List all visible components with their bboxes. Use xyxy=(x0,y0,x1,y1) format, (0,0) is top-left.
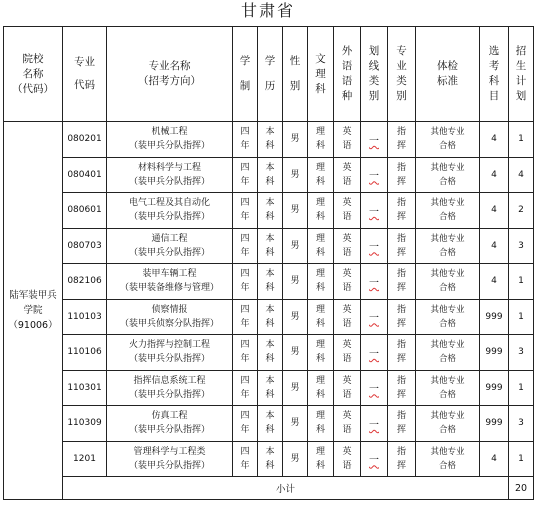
line-type-cell: 一 xyxy=(361,370,388,406)
exam-subject-cell: 4 xyxy=(480,122,509,158)
major-type-cell: 指挥 xyxy=(388,264,416,300)
language-cell: 英语 xyxy=(334,441,361,477)
page-title: 甘肃省 xyxy=(240,1,295,20)
major-type-cell: 指挥 xyxy=(388,157,416,193)
table-row xyxy=(4,370,534,406)
language-cell: 英语 xyxy=(334,264,361,300)
major-name-cell: 电气工程及其自动化 （装甲兵分队指挥） xyxy=(107,193,233,229)
major-code-cell: 1201 xyxy=(63,441,107,477)
degree-cell: 本科 xyxy=(258,157,283,193)
physical-standard-cell: 其他专业 合格 xyxy=(416,299,480,335)
gender-cell: 男 xyxy=(283,406,308,442)
quota-cell: 3 xyxy=(509,335,534,371)
line-type-cell: 一 xyxy=(361,406,388,442)
header-quota: 招 生 计 划 xyxy=(509,27,534,122)
table-header xyxy=(4,27,534,122)
major-type-cell: 指挥 xyxy=(388,228,416,264)
system-cell: 四年 xyxy=(233,228,258,264)
major-name-cell: 管理科学与工程类 （装甲兵分队指挥） xyxy=(107,441,233,477)
exam-subject-cell: 999 xyxy=(480,299,509,335)
track-cell: 理科 xyxy=(308,370,334,406)
track-cell: 理科 xyxy=(308,228,334,264)
degree-cell: 本科 xyxy=(258,122,283,158)
major-type-cell: 指挥 xyxy=(388,193,416,229)
quota-cell: 1 xyxy=(509,264,534,300)
major-code-cell: 110301 xyxy=(63,370,107,406)
system-cell: 四年 xyxy=(233,264,258,300)
gender-cell: 男 xyxy=(283,228,308,264)
table-row xyxy=(4,299,534,335)
major-type-cell: 指挥 xyxy=(388,335,416,371)
major-name-cell: 通信工程 （装甲兵分队指挥） xyxy=(107,228,233,264)
major-type-cell: 指挥 xyxy=(388,299,416,335)
degree-cell: 本科 xyxy=(258,193,283,229)
header-school: 院校 名称 （代码） xyxy=(4,27,63,122)
quota-cell: 1 xyxy=(509,122,534,158)
header-language: 外 语 语 种 xyxy=(334,27,361,122)
table-row xyxy=(4,122,534,158)
major-name-cell: 侦察情报 （装甲兵侦察分队指挥） xyxy=(107,299,233,335)
table-body xyxy=(4,122,534,500)
major-name-cell: 指挥信息系统工程 （装甲兵分队指挥） xyxy=(107,370,233,406)
physical-standard-cell: 其他专业 合格 xyxy=(416,370,480,406)
quota-cell: 1 xyxy=(509,370,534,406)
major-code-cell: 080703 xyxy=(63,228,107,264)
physical-standard-cell: 其他专业 合格 xyxy=(416,335,480,371)
degree-cell: 本科 xyxy=(258,441,283,477)
gender-cell: 男 xyxy=(283,335,308,371)
line-type-cell: 一 xyxy=(361,441,388,477)
track-cell: 理科 xyxy=(308,335,334,371)
language-cell: 英语 xyxy=(334,157,361,193)
degree-cell: 本科 xyxy=(258,264,283,300)
quota-cell: 2 xyxy=(509,193,534,229)
physical-standard-cell: 其他专业 合格 xyxy=(416,406,480,442)
physical-standard-cell: 其他专业 合格 xyxy=(416,193,480,229)
subtotal-row xyxy=(4,477,534,500)
physical-standard-cell: 其他专业 合格 xyxy=(416,264,480,300)
language-cell: 英语 xyxy=(334,228,361,264)
major-name-cell: 机械工程 （装甲兵分队指挥） xyxy=(107,122,233,158)
language-cell: 英语 xyxy=(334,122,361,158)
exam-subject-cell: 999 xyxy=(480,335,509,371)
degree-cell: 本科 xyxy=(258,299,283,335)
degree-cell: 本科 xyxy=(258,335,283,371)
system-cell: 四年 xyxy=(233,335,258,371)
table-row xyxy=(4,406,534,442)
header-major-type: 专 业 类 别 xyxy=(388,27,416,122)
major-name-cell: 火力指挥与控制工程 （装甲兵分队指挥） xyxy=(107,335,233,371)
quota-cell: 4 xyxy=(509,157,534,193)
physical-standard-cell: 其他专业 合格 xyxy=(416,122,480,158)
exam-subject-cell: 4 xyxy=(480,193,509,229)
physical-standard-cell: 其他专业 合格 xyxy=(416,157,480,193)
major-code-cell: 080601 xyxy=(63,193,107,229)
line-type-cell: 一 xyxy=(361,193,388,229)
track-cell: 理科 xyxy=(308,122,334,158)
exam-subject-cell: 4 xyxy=(480,228,509,264)
track-cell: 理科 xyxy=(308,441,334,477)
admission-plan-table xyxy=(3,26,534,500)
exam-subject-cell: 4 xyxy=(480,264,509,300)
track-cell: 理科 xyxy=(308,193,334,229)
header-gender: 性 别 xyxy=(283,27,308,122)
quota-cell: 3 xyxy=(509,406,534,442)
line-type-cell: 一 xyxy=(361,264,388,300)
table-row xyxy=(4,441,534,477)
track-cell: 理科 xyxy=(308,299,334,335)
exam-subject-cell: 999 xyxy=(480,370,509,406)
physical-standard-cell: 其他专业 合格 xyxy=(416,228,480,264)
line-type-cell: 一 xyxy=(361,157,388,193)
major-name-cell: 材料科学与工程 （装甲兵分队指挥） xyxy=(107,157,233,193)
gender-cell: 男 xyxy=(283,264,308,300)
exam-subject-cell: 4 xyxy=(480,157,509,193)
line-type-cell: 一 xyxy=(361,335,388,371)
quota-cell: 1 xyxy=(509,299,534,335)
system-cell: 四年 xyxy=(233,193,258,229)
header-physical-standard: 体检 标准 xyxy=(416,27,480,122)
header-major-name: 专业名称 （招考方向） xyxy=(107,27,233,122)
header-exam-subject: 选 考 科 目 xyxy=(480,27,509,122)
system-cell: 四年 xyxy=(233,299,258,335)
gender-cell: 男 xyxy=(283,157,308,193)
language-cell: 英语 xyxy=(334,370,361,406)
gender-cell: 男 xyxy=(283,193,308,229)
degree-cell: 本科 xyxy=(258,370,283,406)
line-type-cell: 一 xyxy=(361,122,388,158)
degree-cell: 本科 xyxy=(258,406,283,442)
language-cell: 英语 xyxy=(334,406,361,442)
language-cell: 英语 xyxy=(334,335,361,371)
track-cell: 理科 xyxy=(308,157,334,193)
major-type-cell: 指挥 xyxy=(388,370,416,406)
header-degree: 学 历 xyxy=(258,27,283,122)
degree-cell: 本科 xyxy=(258,228,283,264)
major-code-cell: 080201 xyxy=(63,122,107,158)
major-type-cell: 指挥 xyxy=(388,441,416,477)
language-cell: 英语 xyxy=(334,299,361,335)
header-track: 文 理 科 xyxy=(308,27,334,122)
header-major-code: 专业 代码 xyxy=(63,27,107,122)
exam-subject-cell: 999 xyxy=(480,406,509,442)
major-code-cell: 110103 xyxy=(63,299,107,335)
system-cell: 四年 xyxy=(233,441,258,477)
gender-cell: 男 xyxy=(283,299,308,335)
system-cell: 四年 xyxy=(233,406,258,442)
physical-standard-cell: 其他专业 合格 xyxy=(416,441,480,477)
exam-subject-cell: 4 xyxy=(480,441,509,477)
system-cell: 四年 xyxy=(233,157,258,193)
major-type-cell: 指挥 xyxy=(388,406,416,442)
major-code-cell: 080401 xyxy=(63,157,107,193)
major-type-cell: 指挥 xyxy=(388,122,416,158)
major-code-cell: 082106 xyxy=(63,264,107,300)
header-line-type: 划 线 类 别 xyxy=(361,27,388,122)
table-row xyxy=(4,228,534,264)
quota-cell: 1 xyxy=(509,441,534,477)
line-type-cell: 一 xyxy=(361,228,388,264)
table-row xyxy=(4,157,534,193)
language-cell: 英语 xyxy=(334,193,361,229)
major-code-cell: 110309 xyxy=(63,406,107,442)
table-row xyxy=(4,193,534,229)
header-system: 学 制 xyxy=(233,27,258,122)
subtotal-label: 小计 xyxy=(63,477,509,500)
quota-cell: 3 xyxy=(509,228,534,264)
system-cell: 四年 xyxy=(233,122,258,158)
system-cell: 四年 xyxy=(233,370,258,406)
school-cell: 陆军装甲兵 学院 （91006） xyxy=(4,122,63,500)
line-type-cell: 一 xyxy=(361,299,388,335)
table-row xyxy=(4,264,534,300)
gender-cell: 男 xyxy=(283,122,308,158)
subtotal-quota: 20 xyxy=(509,477,534,500)
gender-cell: 男 xyxy=(283,441,308,477)
table-row xyxy=(4,335,534,371)
major-code-cell: 110106 xyxy=(63,335,107,371)
track-cell: 理科 xyxy=(308,406,334,442)
major-name-cell: 仿真工程 （装甲兵分队指挥） xyxy=(107,406,233,442)
major-name-cell: 装甲车辆工程 （装甲装备维修与管理） xyxy=(107,264,233,300)
gender-cell: 男 xyxy=(283,370,308,406)
track-cell: 理科 xyxy=(308,264,334,300)
